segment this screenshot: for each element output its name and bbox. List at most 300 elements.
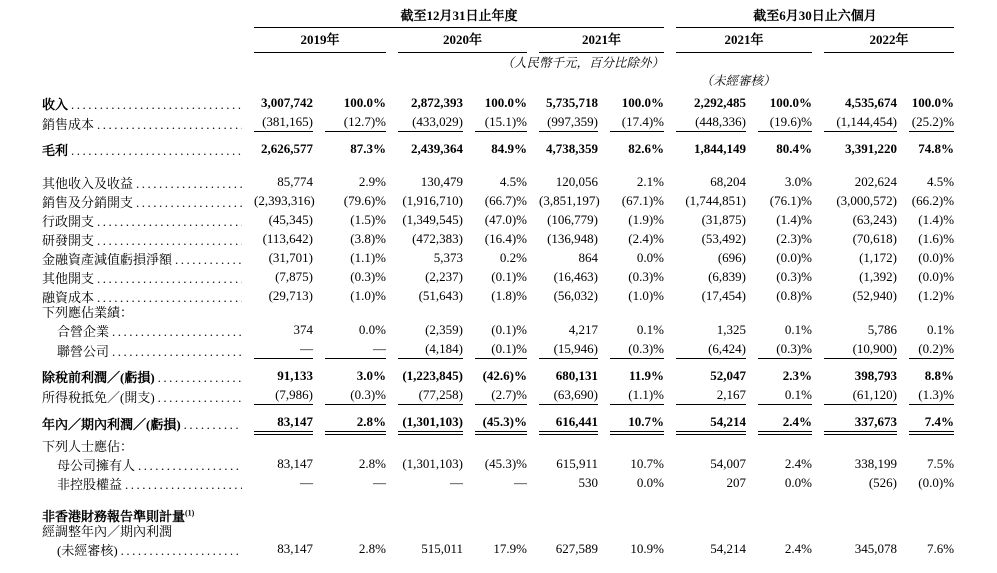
cell-amount: 680,131 (555, 368, 598, 383)
cell-percent: 100.0% (911, 95, 955, 110)
row-label-text: 研發開支 (42, 233, 95, 248)
cell-amount: 2,626,577 (261, 141, 313, 156)
cell-percent (313, 432, 386, 454)
cell-amount: (56,032) (553, 288, 598, 303)
row-label (42, 405, 242, 432)
cell-percent: 10.7% (630, 456, 665, 471)
cell-percent: 2.4% (784, 541, 813, 556)
cell-percent: — (313, 339, 386, 359)
cell-percent: (1.2)% (918, 288, 955, 303)
cell-percent: (0.3)% (776, 269, 813, 284)
interim-period-group (664, 8, 954, 28)
unit-note-row (42, 53, 954, 71)
cell-percent: 0.0% (784, 475, 813, 490)
table-row (42, 248, 954, 267)
cell-percent: 100.0% (343, 95, 386, 110)
cell-amount: 616,441 (527, 405, 598, 432)
cell-percent: 100.0% (769, 95, 813, 110)
cell-percent (313, 305, 386, 320)
cell-percent (598, 305, 664, 320)
row-label (42, 539, 242, 558)
year-column-2022-interim: 2022年 (812, 28, 954, 53)
cell-amount: 2,439,364 (411, 141, 463, 156)
cell-percent: 80.4% (776, 141, 813, 156)
cell-amount: 207 (726, 475, 747, 490)
row-label (42, 320, 242, 339)
cell-amount: (381,165) (242, 112, 313, 132)
row-label-text: 金融資產減值虧損淨額 (42, 252, 173, 267)
row-label-text: 融資成本 (42, 290, 95, 305)
row-label (42, 305, 242, 320)
cell-percent: 11.9% (628, 368, 665, 383)
cell-percent: (3.8)% (350, 231, 386, 246)
cell-percent: (42.6)% (482, 368, 527, 383)
cell-percent: (1.4)% (776, 212, 813, 227)
row-label (42, 473, 242, 492)
cell-amount: (31,875) (701, 212, 747, 227)
cell-amount (527, 305, 598, 320)
cell-amount: 1,844,149 (694, 141, 747, 156)
cell-percent (746, 432, 812, 454)
cell-percent: 2.1% (636, 174, 665, 189)
cell-amount: (3,851,197) (539, 193, 600, 208)
dot-leader (71, 97, 242, 112)
cell-percent: 87.3% (350, 141, 386, 156)
table-row (42, 229, 954, 248)
cell-amount (812, 492, 897, 524)
table-row (42, 158, 954, 191)
cell-amount: 5,373 (433, 250, 463, 265)
cell-amount: 83,147 (242, 405, 313, 432)
cell-percent: (17.4)% (598, 112, 664, 132)
dot-leader (158, 370, 242, 385)
cell-percent: (1.5)% (350, 212, 386, 227)
row-label-text: 非控股權益 (57, 477, 123, 492)
cell-amount: 2,292,485 (694, 95, 747, 110)
cell-percent: (0.1)% (463, 339, 527, 359)
cell-amount (812, 432, 897, 454)
cell-amount: (1,172) (859, 250, 898, 265)
cell-percent (746, 305, 812, 320)
cell-amount (242, 492, 313, 524)
cell-amount: (7,986) (242, 385, 313, 405)
cell-percent (897, 524, 954, 539)
table-row (42, 385, 954, 405)
footnote-marker: (1) (185, 508, 195, 518)
cell-amount: (1,349,545) (402, 212, 463, 227)
row-label-text: 下列人士應佔： (42, 439, 134, 454)
cell-percent: 10.7% (598, 405, 664, 432)
table-row (42, 473, 954, 492)
cell-percent: (45.3)% (463, 405, 527, 432)
cell-amount (386, 492, 463, 524)
row-label-text: (未經審核) (57, 543, 118, 558)
cell-amount: (31,701) (268, 250, 313, 265)
cell-amount: (4,184) (386, 339, 463, 359)
cell-percent: 2.8% (358, 456, 386, 471)
cell-percent: 7.6% (926, 541, 955, 556)
cell-percent: 0.1% (636, 322, 665, 337)
cell-amount: 2,167 (664, 385, 746, 405)
cell-amount: 864 (578, 250, 598, 265)
table-row (42, 405, 954, 432)
dot-leader (136, 176, 242, 191)
row-label-text: 聯營公司 (57, 344, 110, 359)
cell-percent: (0.3)% (628, 269, 665, 284)
table-row (42, 432, 954, 454)
cell-amount: (1,223,845) (402, 368, 463, 383)
cell-percent: (2.7)% (463, 385, 527, 405)
cell-amount: (696) (717, 250, 747, 265)
cell-percent (313, 492, 386, 524)
row-label-text: 經調整年內／期內利潤 (42, 524, 173, 539)
cell-amount: (2,393,316) (254, 193, 315, 208)
cell-percent: (0.0)% (918, 250, 955, 265)
cell-amount (242, 524, 313, 539)
cell-percent (598, 524, 664, 539)
cell-percent: (2.4)% (628, 231, 665, 246)
cell-amount: (113,642) (262, 231, 313, 246)
table-row (42, 524, 954, 539)
row-label (42, 93, 242, 112)
cell-amount: 4,217 (568, 322, 598, 337)
cell-amount (664, 524, 746, 539)
cell-percent: 84.9% (491, 141, 527, 156)
cell-amount: 68,204 (710, 174, 747, 189)
cell-amount: (1,144,454) (812, 112, 897, 132)
cell-amount: (526) (868, 475, 898, 490)
row-label-text: 行政開支 (42, 214, 95, 229)
cell-amount: (77,258) (386, 385, 463, 405)
cell-amount: (15,946) (527, 339, 598, 359)
cell-percent (313, 524, 386, 539)
cell-percent: (79.6)% (343, 193, 386, 208)
cell-percent: (1.1)% (598, 385, 664, 405)
cell-amount: (2,237) (425, 269, 463, 284)
cell-percent: (66.2)% (911, 193, 955, 208)
cell-percent: (25.2)% (897, 112, 954, 132)
cell-percent: 0.0% (358, 322, 386, 337)
table-row (42, 132, 954, 158)
cell-amount: (63,243) (852, 212, 898, 227)
cell-amount: 615,911 (556, 456, 598, 471)
period-group-header-row (42, 8, 954, 28)
cell-amount (664, 305, 746, 320)
cell-amount: (1,392) (859, 269, 898, 284)
cell-amount: (17,454) (701, 288, 747, 303)
cell-amount: 5,786 (867, 322, 898, 337)
dot-leader (97, 290, 242, 305)
row-label-text: 銷售及分銷開支 (42, 195, 134, 210)
table-row (42, 454, 954, 473)
dot-leader (136, 195, 242, 210)
cell-percent: 100.0% (484, 95, 527, 110)
row-label (42, 191, 242, 210)
table-row (42, 359, 954, 385)
currency-unit-note: （人民幣千元，百分比除外） (501, 56, 665, 70)
dot-leader (97, 271, 242, 286)
cell-percent: 2.9% (358, 174, 386, 189)
cell-percent: 82.6% (628, 141, 665, 156)
cell-percent: (1.0)% (628, 288, 665, 303)
cell-amount: (7,875) (275, 269, 313, 284)
cell-amount: 530 (578, 475, 598, 490)
annual-period-label: 截至12月31日止年度 (254, 8, 664, 28)
cell-percent: — (373, 475, 386, 490)
cell-amount: (997,359) (527, 112, 598, 132)
cell-amount: 515,011 (421, 541, 463, 556)
cell-percent: 2.4% (746, 405, 812, 432)
cell-percent (463, 492, 527, 524)
cell-percent: 7.5% (926, 456, 955, 471)
cell-amount (386, 524, 463, 539)
cell-amount: (433,029) (386, 112, 463, 132)
table-row (42, 267, 954, 286)
cell-amount: 202,624 (854, 174, 898, 189)
year-column-2019: 2019年 (242, 28, 386, 53)
cell-amount (386, 305, 463, 320)
cell-amount: — (242, 339, 313, 359)
row-label (42, 524, 242, 539)
cell-amount: (6,424) (664, 339, 746, 359)
row-label (42, 432, 242, 454)
cell-percent: (1.4)% (918, 212, 955, 227)
table-row (42, 191, 954, 210)
cell-percent (746, 492, 812, 524)
cell-percent: (1.1)% (350, 250, 386, 265)
cell-percent: 8.8% (924, 368, 955, 383)
dot-leader (125, 477, 242, 492)
row-label-text: 銷售成本 (42, 117, 95, 132)
cell-amount: (1,301,103) (386, 405, 463, 432)
cell-amount: (29,713) (268, 288, 313, 303)
cell-percent: 17.9% (493, 541, 527, 556)
income-statement-table (42, 8, 954, 558)
cell-amount: (52,940) (852, 288, 898, 303)
table-row (42, 339, 954, 359)
cell-amount: (10,900) (812, 339, 897, 359)
cell-percent: 2.4% (784, 456, 813, 471)
row-label (42, 339, 242, 359)
cell-amount: 52,047 (710, 368, 747, 383)
cell-percent: (1.8)% (491, 288, 527, 303)
cell-percent: (67.1)% (621, 193, 665, 208)
cell-percent: (0.3)% (598, 339, 664, 359)
label-col-spacer (42, 28, 242, 53)
table-row (42, 210, 954, 229)
cell-amount: 374 (293, 322, 313, 337)
cell-percent: (0.0)% (918, 269, 955, 284)
year-column-2021-interim: 2021年 (664, 28, 812, 53)
cell-amount: (61,120) (812, 385, 897, 405)
cell-amount: 85,774 (277, 174, 313, 189)
cell-amount (386, 432, 463, 454)
cell-amount: 83,147 (277, 541, 313, 556)
cell-percent (463, 524, 527, 539)
interim-period-label: 截至6月30日止六個月 (676, 8, 954, 28)
cell-percent: (1.3)% (897, 385, 954, 405)
dot-leader (175, 252, 242, 267)
cell-percent: (0.8)% (776, 288, 813, 303)
year-column-2021: 2021年 (527, 28, 664, 53)
dot-leader (138, 458, 242, 473)
cell-percent (463, 432, 527, 454)
dot-leader (158, 390, 242, 405)
cell-amount: 1,325 (716, 322, 747, 337)
table-body (42, 93, 954, 558)
cell-percent: (0.0)% (918, 475, 955, 490)
cell-percent: (0.3)% (746, 339, 812, 359)
cell-percent (897, 305, 954, 320)
row-label-text: 年內／期內利潤／(虧損) (42, 417, 181, 432)
row-label-text: 非香港財務報告準則計量$^{(1)}$ (42, 508, 195, 524)
cell-percent: (0.2)% (897, 339, 954, 359)
cell-percent: (0.3)% (350, 269, 386, 284)
cell-percent: 0.1% (746, 385, 812, 405)
cell-amount: 3,007,742 (261, 95, 313, 110)
cell-amount: (63,690) (527, 385, 598, 405)
cell-amount: 130,479 (420, 174, 463, 189)
dot-leader (112, 344, 242, 359)
cell-percent: (66.7)% (484, 193, 527, 208)
cell-percent: (0.1)% (491, 322, 527, 337)
cell-percent: (12.7)% (313, 112, 386, 132)
row-label (42, 385, 242, 405)
cell-amount (664, 492, 746, 524)
cell-percent: 3.0% (356, 368, 386, 383)
unaudited-note: （未經審核） (700, 74, 776, 88)
row-label (42, 210, 242, 229)
cell-amount: 3,391,220 (845, 141, 898, 156)
dot-leader (112, 324, 242, 339)
cell-amount (664, 432, 746, 454)
cell-amount: 54,214 (664, 405, 746, 432)
row-label (42, 112, 242, 132)
cell-percent: (16.4)% (484, 231, 527, 246)
cell-amount (812, 305, 897, 320)
label-col-spacer (42, 8, 242, 28)
dot-leader (71, 143, 242, 158)
cell-percent: 2.8% (358, 541, 386, 556)
dot-leader (121, 543, 242, 558)
cell-amount: (16,463) (553, 269, 598, 284)
cell-percent (897, 492, 954, 524)
dot-leader (184, 417, 242, 432)
cell-percent (598, 492, 664, 524)
cell-percent: 2.3% (782, 368, 813, 383)
table-row (42, 305, 954, 320)
row-label-text: 除稅前利潤／(虧損) (42, 370, 155, 385)
cell-percent: (15.1)% (463, 112, 527, 132)
cell-amount: (6,839) (708, 269, 747, 284)
cell-percent: 7.4% (897, 405, 954, 432)
cell-amount: (1,916,710) (402, 193, 463, 208)
dot-leader (97, 214, 242, 229)
cell-amount: (2,359) (425, 322, 463, 337)
dot-leader (97, 233, 242, 248)
cell-amount: 83,147 (277, 456, 313, 471)
cell-percent: (76.1)% (769, 193, 813, 208)
cell-amount: (106,779) (547, 212, 598, 227)
cell-percent: (0.1)% (491, 269, 527, 284)
row-label (42, 248, 242, 267)
cell-percent: 0.0% (636, 475, 665, 490)
cell-percent: 10.9% (630, 541, 665, 556)
table-row (42, 286, 954, 305)
table-row (42, 492, 954, 524)
cell-amount: (51,643) (418, 288, 463, 303)
cell-amount: 4,535,674 (845, 95, 898, 110)
table-row (42, 93, 954, 112)
row-label (42, 229, 242, 248)
cell-percent: 4.5% (499, 174, 527, 189)
cell-amount: (448,336) (664, 112, 746, 132)
cell-percent: 0.0% (636, 250, 665, 265)
cell-amount (812, 524, 897, 539)
row-label-text: 母公司擁有人 (57, 458, 136, 473)
cell-amount: 345,078 (854, 541, 898, 556)
row-label-text: 其他開支 (42, 271, 95, 286)
unaudited-note-row (42, 71, 954, 93)
cell-percent: 3.0% (784, 174, 813, 189)
year-column-2020: 2020年 (386, 28, 527, 53)
cell-amount: 627,589 (555, 541, 598, 556)
cell-percent: (45.3)% (484, 456, 527, 471)
cell-percent: 0.1% (926, 322, 955, 337)
financial-statement-page (0, 8, 997, 573)
cell-percent: 74.8% (918, 141, 955, 156)
cell-percent: (2.3)% (776, 231, 813, 246)
cell-amount (527, 524, 598, 539)
cell-percent: — (514, 475, 527, 490)
row-label (42, 359, 242, 385)
row-label (42, 492, 242, 524)
cell-amount: 120,056 (555, 174, 598, 189)
table-row (42, 112, 954, 132)
cell-percent (746, 524, 812, 539)
row-label (42, 267, 242, 286)
cell-amount: 337,673 (812, 405, 897, 432)
cell-percent: (1.6)% (918, 231, 955, 246)
cell-percent: (1.0)% (350, 288, 386, 303)
row-label-text: 下列應佔業績： (42, 305, 134, 320)
cell-amount: — (300, 475, 313, 490)
cell-percent: (0.3)% (313, 385, 386, 405)
cell-amount: (3,000,572) (836, 193, 898, 208)
cell-amount: (53,492) (701, 231, 747, 246)
cell-amount (242, 305, 313, 320)
cell-amount: (136,948) (547, 231, 598, 246)
row-label (42, 454, 242, 473)
cell-amount: 54,214 (710, 541, 747, 556)
cell-percent: 0.2% (499, 250, 527, 265)
cell-percent (463, 305, 527, 320)
cell-amount: (1,744,851) (685, 193, 747, 208)
cell-percent: (47.0)% (484, 212, 527, 227)
cell-percent: (1.9)% (628, 212, 665, 227)
annual-period-group (242, 8, 664, 28)
cell-amount (527, 432, 598, 454)
cell-amount: (1,301,103) (402, 456, 463, 471)
dot-leader (97, 117, 242, 132)
cell-percent: 4.5% (926, 174, 955, 189)
cell-amount: (472,383) (412, 231, 463, 246)
cell-percent (598, 432, 664, 454)
row-label-text: 收入 (42, 97, 69, 112)
cell-amount: — (450, 475, 463, 490)
cell-percent: 0.1% (784, 322, 813, 337)
table-row (42, 320, 954, 339)
